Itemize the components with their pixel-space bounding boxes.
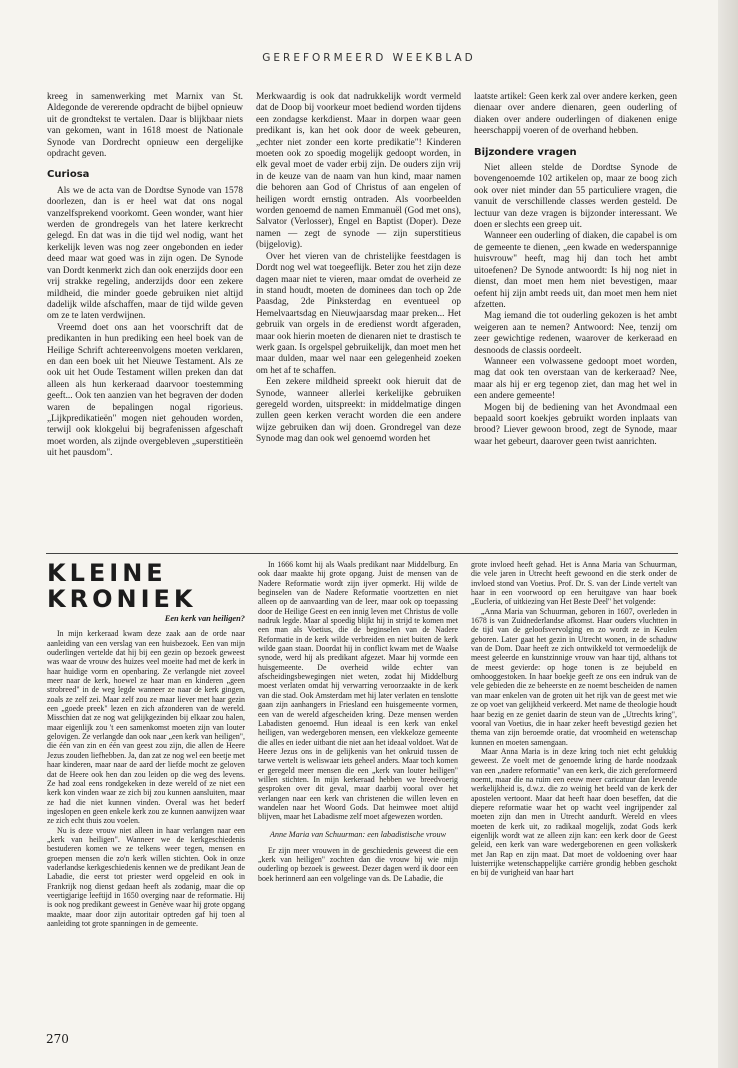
top-column-2 — [256, 92, 461, 544]
kroniek-column-3 — [471, 560, 677, 1025]
paragraph: „Anna Maria van Schuurman, geboren in 1607, overleden in 1678 is van Zuidnederlandse afkomst. Haar ouders vluchtten in de tijd van de geloofsvervolging en zo wordt ze in Keulen geboren. Later gaat het gezin in Utrecht wonen, in de schaduw van de Dom. Daar heeft ze zich ontwikkeld tot vermoedelijk de meest geleerde en kunstzinnige vrouw van haar tijd, althans tot de meest gevierde: op hoge tonen is ze bejubeld en omhooggestoken. In haar boekje geeft ze ons een indruk van de vele gebieden die ze beheerste en ze noemt bescheiden de namen van maar enkelen van de groten uit het rijk van de geest met wie ze op voet van gelijkheid verkeerd. Met name de theologie houdt haar bezig en ze geniet daarin de steun van de „Utrechts kring", vooral van Voetius, die in haar zeker heeft bevestigd gezien het thema van zijn beroemde oratie, dat vroomheid en wetenschap kunnen en moeten samengaan. — [471, 606, 677, 747]
paragraph: Niet alleen stelde de Dordtse Synode de bovengenoemde 102 artikelen op, maar ze boog zich ook over niet minder dan 55 particuliere vragen, die vanuit de verschillende classes werden gesteld. De lectuur van deze vragen is bijzonder interessant. We doen er slechts een greep uit. — [474, 163, 677, 231]
paragraph: Een zekere mildheid spreekt ook hieruit dat de Synode, wanneer allerlei kerkelijke gebruiken geregeld worden, uitspreekt: in middelmatige dingen zullen geen kerken veracht worden die een andere wijze gebruiken dan wij doen. Grondregel van deze Synode mag dan ook wel genoemd worden het — [256, 377, 461, 445]
paragraph: In mijn kerkeraad kwam deze zaak aan de orde naar aanleiding van een verslag van een huisbezoek. Een van mijn ouderlingen vertelde dat hij bij een gezin op bezoek geweest was waar de vrouw des huizes veel moeite had met de kerk in haar huidige vorm en openbaring. Ze verlangde niet zoveel meer naar de kerk, hoewel ze haar man en kinderen „geen strobreed" in de weg legde wanneer ze naar de kerk gingen, zoals ze zelf zei. Maar zelf zou ze maar liever met haar gezin een „goede preek" lezen en zich afzonderen van de wereld. Misschien dat ze nog wat gelijkgezinden bij elkaar zou halen, maar eigenlijk zou 't een samenkomst moeten zijn van louter gelovigen. Ze verlangde dan ook naar „een kerk van heiligen", die één van zin en één van geest zou zijn, die allen de Heere Jezus zouden liefhebben. Ja, dan zat ze nog wel een beetje met haar kinderen, maar naar de aard der liefde mocht ze geloven dat de Heere ook hen dan zou leiden op die weg des levens. Ze had zoal eens rondgekeken in deze wereld of ze niet een kerk kon vinden waar ze zich bij zou kunnen aansluiten, maar ze had die niet kunnen vinden. Overal was het bederf ingeslopen en geen enkele kerk zou ze kunnen aanwijzen waar ze zich echt thuis zou voelen. — [47, 629, 245, 826]
page-number: 270 — [46, 1032, 69, 1046]
paragraph: Merkwaardig is ook dat nadrukkelijk wordt vermeld dat de Doop bij voorkeur moet bediend worden tijdens een zondagse kerkdienst. Maar in dorpen waar geen predikant is, kan het ook door de week gebeuren, „echter niet zonder een korte predikatie"! Kinderen moeten ook zo spoedig mogelijk gedoopt worden, in elk geval moet de vader erbij zijn. De ouders zijn vrij in de keuze van de naam van hun kind, maar namen die behoren aan God of Christus of aan engelen of heiligen wordt ernstig ontraden. Als voorbeelden worden genoemd de namen Emmanuël (God met ons), Salvator (Verlosser), Engel en Baptist (Doper). Deze namen — zegt de synode — zijn superstitieus (bijgelovig). — [256, 92, 461, 251]
paragraph: grote invloed heeft gehad. Het is Anna Maria van Schuurman, die vele jaren in Utrecht heeft gewoond en die sterk onder de invloed stond van Voetius. Prof. Dr. S. van der Linde vertelt van haar in een voorwoord op een heruitgave van haar boek „Eucleria, of uitkiezing van Het Beste Deel" het volgende: — [471, 560, 677, 607]
paragraph: Nu is deze vrouw niet alleen in haar verlangen naar een „kerk van heiligen". Wanneer we de kerkgeschiedenis bestuderen komen we ze telkens weer tegen, mensen en groepen mensen die zo'n kerk willen stichten. Ook in onze vaderlandse kerkgeschiedenis kennen we de predikant Jean de Labadie, die eerst tot priester werd opgeleid en ook in Frankrijk nog dienst gedaan heeft als zodanig, maar die op veertigjarige leeftijd in 1650 overging naar de reformatie. Hij is ook nog predikant geweest in Genève waar hij grote opgang maakte, maar door zijn autoritair optreden gaf hij toen al aanleiding tot grote spanningen in de gemeente. — [47, 825, 245, 928]
kroniek-subtitle: Een kerk van heiligen? — [164, 614, 245, 623]
paragraph: Maar Anna Maria is in deze kring toch niet echt gelukkig geweest. Ze voelt met de genoemde kring de harde noodzaak van een „nadere reformatie" van een kerk, die zich gereformeerd noemt, maar die na ruim een eeuw meer caricatuur dan levende werkelijkheid is, d.w.z. die zo weinig het beeld van de kerk der apostelen vertoont. Maar dat heeft haar doen beseffen, dat die diepere reformatie waar het op wacht veel ingrijpender zal moeten zijn dan men in Utrecht aandurft. Wereld en vlees moeten de kerk uit, zo radikaal mogelijk, zodat Gods kerk eigenlijk wordt wat ze alleen zijn kan: een kerk door de Geest geleid, een kerk van ware wedergeborenen en geen volkskerk met Jan Rap en zijn maat. Dat moet de voldoening over haar luisterrijke wetenschappelijke carrière grondig hebben geschokt en bij de vurigheid van haar hart — [471, 746, 677, 878]
paragraph: Mag iemand die tot ouderling gekozen is het ambt weigeren aan te nemen? Antwoord: Nee, tenzij om zeer gewichtige redenen, waarover de kerkeraad en desnoods de classis oordeelt. — [474, 311, 677, 356]
subheading: Bijzondere vragen — [474, 146, 577, 158]
paragraph: In 1666 komt hij als Waals predikant naar Middelburg. En ook daar maakte hij grote opgang. Juist de mensen van de Nadere Reformatie wordt zijn ijver opmerkt. Hij wilde de beginselen van de Nadere Reformatie voortzetten en niet alleen op de aanvaarding van de leer, maar ook op toepassing door de Heilige Geest en een innig leven met Christus de volle nadruk legde. Maar al spoedig blijkt hij in strijd te komen met een man als Voetius, die de beginselen van de Nadere Reformatie in de kerk wilde verbreiden en niet buiten de kerk wilde gaan staan. Doordat hij in conflict kwam met de Waalse synode, werd hij als predikant afgezet. Maar hij vormde een huisgemeente. De overheid wilde echter van afscheidingsbewegingen niet weten, zodat hij Middelburg moest verlaten omdat hij verwarring veroorzaakte in de kerk van die stad. Ook Amsterdam met hij later verlaten en tenslotte gaan zijn aanhangers in Friesland een huisgemeente vormen, een van de wereld afgescheiden kring. Deze mensen werden Labadisten genoemd. Hun ideaal is een kerk van enkel heiligen, van wedergeboren mensen, een vlekkeloze gemeente die alles en ieder uitbant die niet aan het ideaal voldoet. Wat de Heere Jezus ons in de gelijkenis van het onkruid tussen de tarwe vertelt is weliswaar iets geheel anders. Maar toch komen er geregeld meer mensen die een „kerk van louter heiligen" willen stichten. In mijn kerkeraad hebben we breedvoerig gesproken over dit geval, maar daarbij vooral over het verlangen naar een kerk van christenen die willen leven en wandelen naar het Woord Gods. Dat heimwee moet altijd blijven, maar het Labadisme zelf moet afgewezen worden. — [258, 560, 458, 822]
page-edge-shadow — [718, 0, 738, 1068]
subheading: Curiosa — [47, 169, 90, 181]
kroniek-logo: KLEINE KRONIEK — [47, 560, 197, 613]
paragraph: laatste artikel: Geen kerk zal over andere kerken, geen dienaar over andere dienaren, geen ouderling of diaken over andere ouderlingen of diakenen enige heerschappij voeren of de overhand hebben. — [474, 92, 677, 137]
paragraph: Vreemd doet ons aan het voorschrift dat de predikanten in hun prediking een heel boek van de Heilige Schrift achtereenvolgens moeten verklaren, en dan een boek uit het Nieuwe Testament. Als ze ook uit het Oude Testament willen preken dan dat alleen als hun kerkeraad daarvoor toestemming geeft... Ook ten aanzien van het begraven der doden waren de bepalingen nogal rigorieus. „Lijkpredikatieën" mogen niet gehouden worden, terwijl ook klokgelui bij begrafenissen afgeschaft moet worden, als zijnde overgebleven „superstitieën uit het pausdom". — [47, 322, 243, 459]
paragraph: Als we de acta van de Dordtse Synode van 1578 doorlezen, dan is er heel wat dat ons nogal vanzelfsprekend voorkomt. Geen wonder, want hier werden de grondregels van het latere kerkrecht gelegd. En dat was in die tijd wel nodig, want het kerkelijk leven was nog zeer ongebonden en ieder deed maar wat goed was in zijn ogen. De Synode van Dordt kenmerkt zich dan ook enerzijds door een vrij strakke regeling, anderzijds door een zekere mildheid, die minder goede gebruiken niet altijd dadelijk wilde afschaffen, maar de tijd wilde geven om ze te laten verdwijnen. — [47, 185, 243, 322]
kroniek-column-1 — [47, 560, 245, 1025]
subheading: Anne Maria van Schuurman: een labadistische vrouw — [269, 829, 447, 839]
top-column-1 — [47, 92, 243, 544]
kroniek-column-2 — [258, 560, 458, 1025]
paragraph: Over het vieren van de christelijke feestdagen is Dordt nog wel wat toegeeflijk. Beter zou het zijn deze dagen maar niet te vieren, maar omdat de overheid ze in stand houdt, moeten de dominees dan toch op 2de Paasdag, 2de Pinksterdag en eventueel op Hemelvaartsdag en Nieuwjaarsdag maar preken... Het gebruik van orgels in de eredienst wordt afgeraden, maar ook hierin moeten de dienaren niet te drastisch te werk gaan. Is orgelspel gebruikelijk, dan moet men het maar dulden, maar wel naar een gelegenheid zoeken om het af te schaffen. — [256, 251, 461, 376]
paragraph: Mogen bij de bediening van het Avondmaal een bepaald soort koekjes gebruikt worden inplaats van brood? Liever gewoon brood, zegt de Synode, maar waar het gebeurt, daarover geen twist aanrichten. — [474, 402, 677, 447]
paragraph: Wanneer een ouderling of diaken, die capabel is om de gemeente te dienen, „een kwade en wederspannige huisvrouw" heeft, mag hij dan toch het ambt uitoefenen? De Synode antwoordt: Is hij nog niet in dienst, dan moet men hem niet bevestigen, maar oefent hij zijn ambt reeds uit, dan moet men hem niet afzetten. — [474, 231, 677, 310]
paragraph: Wanneer een volwassene gedoopt moet worden, mag dat ook ten overstaan van de kerkeraad? Nee, maar als hij er erg tegenop ziet, dan mag het wel in een andere gemeente! — [474, 356, 677, 402]
top-column-3 — [474, 92, 677, 544]
running-header: GEREFORMEERD WEEKBLAD — [262, 52, 476, 64]
kroniek-column-1-text — [47, 629, 245, 928]
paragraph: kreeg in samenwerking met Marnix van St. Aldegonde de vererende opdracht de bijbel opnieuw uit de grondtekst te vertalen. Daar is blijkbaar niets van gekomen, want in 1618 moest de Nationale Synode van Dordrecht opnieuw een dergelijke opdracht geven. — [47, 92, 243, 160]
section-divider — [46, 553, 678, 554]
paragraph: Er zijn meer vrouwen in de geschiedenis geweest die een „kerk van heiligen" zochten dan die vrouw bij wie mijn ouderling op bezoek is geweest. Dezer dagen werd ik door een boek herinnerd aan een volgelinge van ds. De Labadie, die — [258, 845, 458, 883]
